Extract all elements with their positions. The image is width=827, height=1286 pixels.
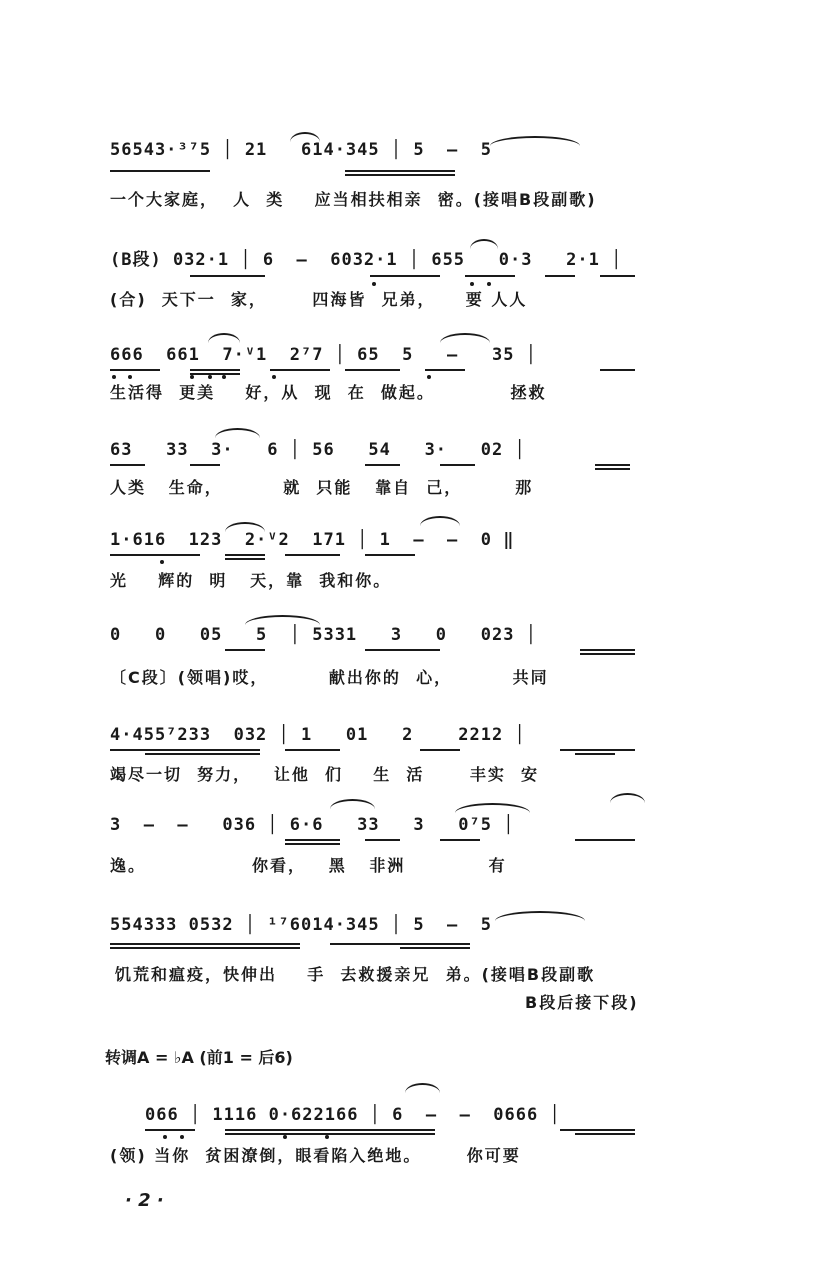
lyric-line: 逸。 你看， 黑 非洲 有	[110, 856, 507, 875]
key-change-instruction: 转调A = ♭A (前1 = 后6)	[105, 1048, 293, 1067]
notation-line: 56543·³⁷5 │ 21 614·345 │ 5 — 5	[110, 140, 492, 160]
lyric-line: 〔C段〕(领唱)哎， 献出你的 心， 共同	[110, 668, 549, 687]
lyric-line: 生活得 更美 好，从 现 在 做起。 拯救	[110, 383, 547, 402]
notation-line: 0 0 05 5 │ 5331 3 0 023 │	[110, 625, 537, 645]
notation-line: 63 33 3· 6 │ 56 54 3· 02 │	[110, 440, 526, 460]
notation-line: 666 661 7·ⱽ1 2⁷7 │ 65 5 — 35 │	[110, 345, 537, 365]
lyric-line: 饥荒和瘟疫，快伸出 手 去救援亲兄 弟。(接唱B段副歌	[115, 965, 596, 984]
notation-line: 3 — — 036 │ 6·6 33 3 0⁷5 │	[110, 815, 515, 835]
lyric-line: (合) 天下一 家， 四海皆 兄弟， 要 人人	[110, 290, 528, 309]
notation-line: 1·616 123 2·ⱽ2 171 │ 1 — — 0 ‖	[110, 530, 515, 550]
lyric-line: 光 辉的 明 天，靠 我和你。	[110, 571, 392, 590]
notation-line: 066 │ 1116 0·622166 │ 6 — — 0666 │	[145, 1105, 561, 1125]
notation-line: 554333 0532 │ ¹⁷6014·345 │ 5 — 5	[110, 915, 492, 935]
notation-line: 4·455⁷233 032 │ 1 01 2 2212 │	[110, 725, 526, 745]
lyric-line: 一个大家庭， 人 类 应当相扶相亲 密。(接唱B段副歌)	[110, 190, 597, 209]
lyric-line: 竭尽一切 努力， 让他 们 生 活 丰实 安	[110, 765, 539, 784]
page-number: · 2 ·	[125, 1190, 164, 1211]
lyric-line: (领) 当你 贫困潦倒，眼看陷入绝地。 你可要	[110, 1146, 521, 1165]
lyric-continuation: B段后接下段)	[525, 993, 639, 1012]
notation-line: (B段) 032·1 │ 6 — 6032·1 │ 655 0·3 2·1 │	[110, 250, 623, 270]
lyric-line: 人类 生命， 就 只能 靠自 己， 那	[110, 478, 534, 497]
